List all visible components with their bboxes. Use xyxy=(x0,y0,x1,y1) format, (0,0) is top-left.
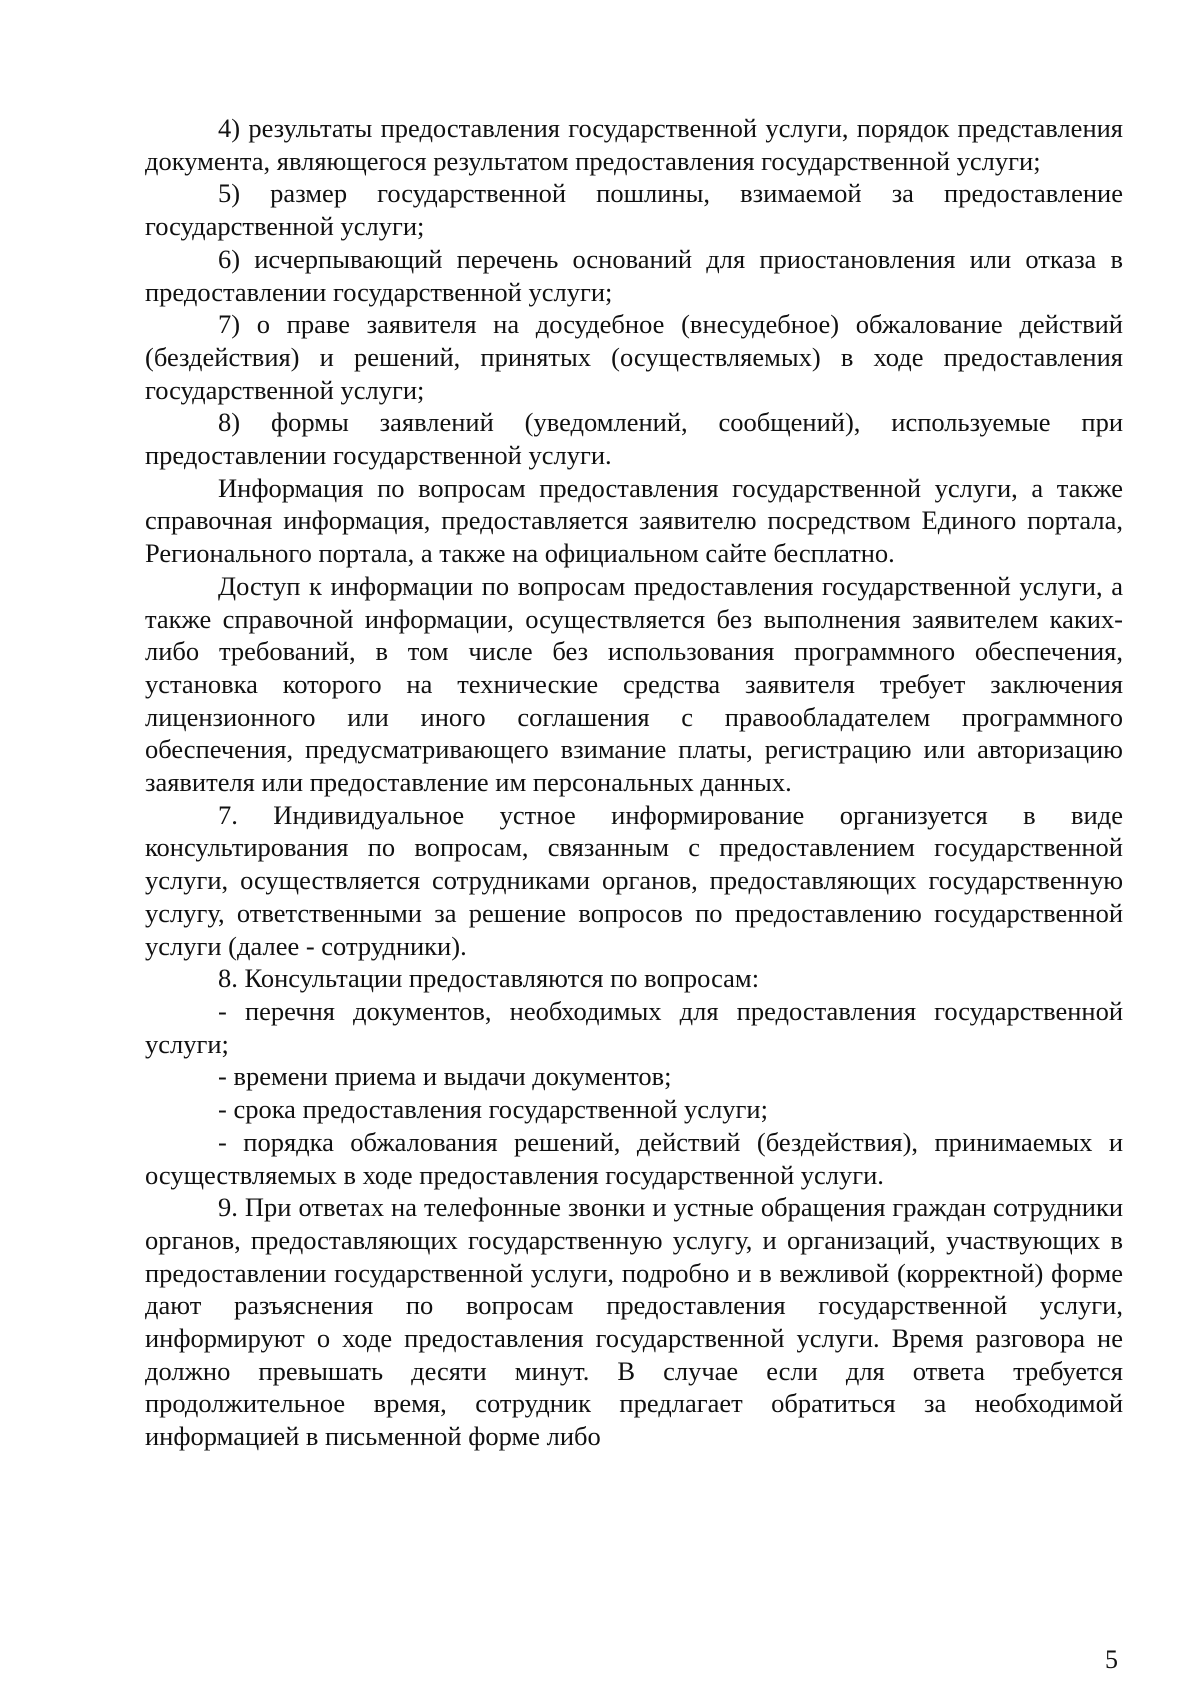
paragraph-item-6: 6) исчерпывающий перечень оснований для приостановления или отказа в предоставлении государственной услуги; xyxy=(145,243,1123,307)
page-number: 5 xyxy=(1105,1645,1118,1674)
paragraph-section-7: 7. Индивидуальное устное информирование организуется в виде консультирования по вопросам, связанным с предоставлением государственной услуги, осуществляется сотрудниками органов, предоставляющих государственную услугу, ответственными за решение вопросов по предоставлению государственной услуги (далее - сотрудники). xyxy=(145,799,1123,961)
paragraph-bullet-time: - времени приема и выдачи документов; xyxy=(218,1061,672,1092)
paragraph-item-7: 7) о праве заявителя на досудебное (внесудебное) обжалование действий (бездействия) и решений, принятых (осуществляемых) в ходе предоставления государственной услуги; xyxy=(145,309,1123,405)
paragraph-bullet-term: - срока предоставления государственной услуги; xyxy=(218,1094,768,1125)
paragraph-bullet-appeal: - порядка обжалования решений, действий (бездействия), принимаемых и осуществляемых в ходе предоставления государственной услуги. xyxy=(145,1126,1123,1190)
paragraph-info-access: Доступ к информации по вопросам предоставления государственной услуги, а также справочной информации, осуществляется без выполнения заявителем каких-либо требований, в том числе без использования программного обеспечения, установка которого на технические средства заявителя требует заключения лицензионного или иного соглашения с правообладателем программного обеспечения, предусматривающего взимание платы, регистрацию или авторизацию заявителя или предоставление им персональных данных. xyxy=(145,570,1123,798)
paragraph-item-5: 5) размер государственной пошлины, взимаемой за предоставление государственной услуги; xyxy=(145,178,1123,242)
paragraph-section-9: 9. При ответах на телефонные звонки и устные обращения граждан сотрудники органов, предоставляющих государственную услугу, и организаций, участвующих в предоставлении государственной услуги, подробно и в вежливой (корректной) форме дают разъяснения по вопросам предоставления государственной услуги, информируют о ходе предоставления государственной услуги. Время разговора не должно превышать десяти минут. В случае если для ответа требуется продолжительное время, сотрудник предлагает обратиться за необходимой информацией в письменной форме либо xyxy=(145,1192,1123,1452)
paragraph-bullet-documents: - перечня документов, необходимых для предоставления государственной услуги; xyxy=(145,995,1123,1059)
paragraph-item-8: 8) формы заявлений (уведомлений, сообщений), используемые при предоставлении государственной услуги. xyxy=(145,407,1123,471)
document-body xyxy=(145,112,1123,1453)
paragraph-item-4: 4) результаты предоставления государственной услуги, порядок представления документа, являющегося результатом предоставления государственной услуги; xyxy=(145,113,1123,176)
paragraph-info-free: Информация по вопросам предоставления государственной услуги, а также справочная информация, предоставляется заявителю посредством Единого портала, Регионального портала, а также на официальном сайте бесплатно. xyxy=(145,472,1123,569)
paragraph-section-8: 8. Консультации предоставляются по вопросам: xyxy=(218,963,760,994)
